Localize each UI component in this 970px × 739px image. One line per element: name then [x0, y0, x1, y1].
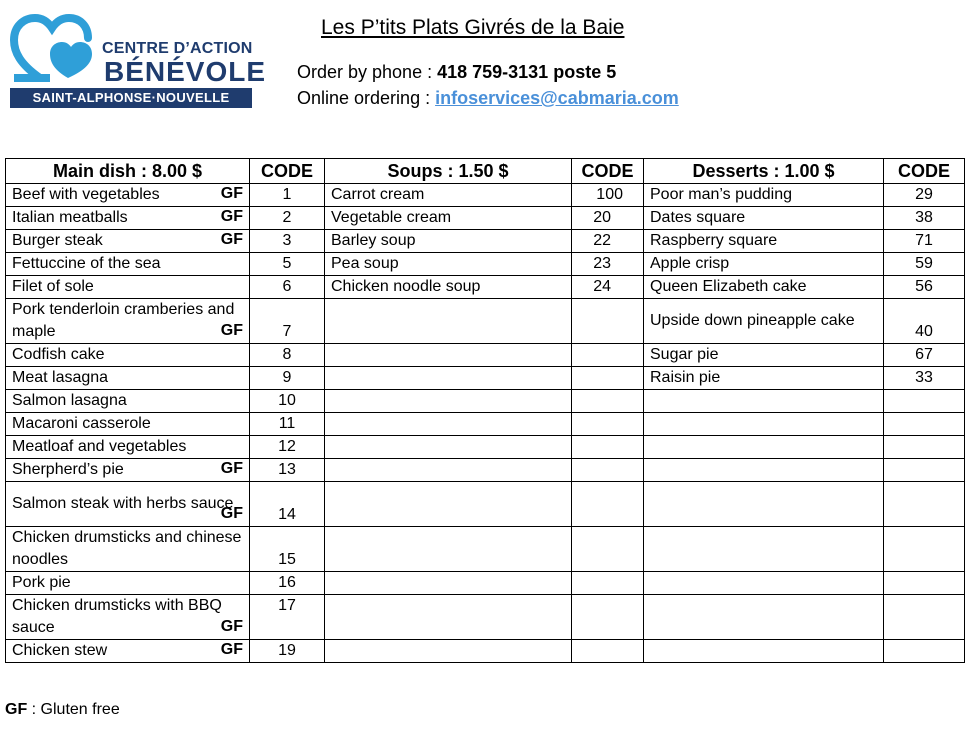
footnote-text: : Gluten free — [27, 701, 120, 718]
empty-cell — [572, 640, 644, 663]
table-row — [6, 184, 965, 207]
empty-cell — [884, 436, 965, 459]
empty-cell — [325, 527, 572, 572]
table-row — [6, 640, 965, 663]
soup-code: 20 — [572, 207, 644, 230]
footnote — [5, 701, 120, 719]
table-row — [6, 413, 965, 436]
soup-code: 22 — [572, 230, 644, 253]
main-dish-name: Italian meatballs GF — [6, 207, 250, 230]
empty-cell — [644, 390, 884, 413]
dessert-name: Raspberry square — [644, 230, 884, 253]
dessert-name: Dates square — [644, 207, 884, 230]
empty-cell — [325, 482, 572, 527]
empty-cell — [644, 640, 884, 663]
empty-cell — [644, 595, 884, 640]
table-row — [6, 595, 965, 640]
soup-code: 100 — [572, 184, 644, 207]
footnote-abbr: GF — [5, 701, 28, 718]
main-dish-name: Pork tenderloin cramberies and maple GF — [6, 299, 250, 344]
empty-cell — [884, 595, 965, 640]
empty-cell — [884, 572, 965, 595]
menu-table — [5, 158, 965, 663]
empty-cell — [644, 527, 884, 572]
empty-cell — [572, 595, 644, 640]
gluten-free-mark: GF — [220, 460, 243, 477]
main-dish-name: Meatloaf and vegetables — [6, 436, 250, 459]
logo-band: SAINT-ALPHONSE·NOUVELLE — [10, 88, 252, 108]
empty-cell — [572, 572, 644, 595]
main-dish-code: 10 — [250, 390, 325, 413]
gluten-free-mark: GF — [220, 618, 243, 635]
empty-cell — [325, 459, 572, 482]
main-dish-code: 15 — [250, 527, 325, 572]
phone-number: 418 759-3131 poste 5 — [437, 62, 617, 82]
desserts-header: Desserts : 1.00 $ — [644, 159, 884, 184]
logo — [10, 12, 267, 108]
table-row — [6, 527, 965, 572]
dessert-code: 59 — [884, 253, 965, 276]
main-dish-code: 1 — [250, 184, 325, 207]
dessert-name: Queen Elizabeth cake — [644, 276, 884, 299]
main-code-header: CODE — [250, 159, 325, 184]
main-dish-name: Chicken drumsticks and chinese noodles — [6, 527, 250, 572]
main-dish-code: 8 — [250, 344, 325, 367]
main-dish-name: Codfish cake — [6, 344, 250, 367]
table-row — [6, 482, 965, 527]
empty-cell — [572, 299, 644, 344]
dessert-name: Apple crisp — [644, 253, 884, 276]
empty-cell — [884, 640, 965, 663]
empty-cell — [325, 413, 572, 436]
table-row — [6, 253, 965, 276]
empty-cell — [572, 459, 644, 482]
empty-cell — [572, 367, 644, 390]
empty-cell — [644, 413, 884, 436]
empty-cell — [325, 390, 572, 413]
table-row — [6, 459, 965, 482]
main-dish-name: Filet of sole — [6, 276, 250, 299]
main-dish-code: 9 — [250, 367, 325, 390]
gluten-free-mark: GF — [220, 208, 243, 225]
empty-cell — [644, 482, 884, 527]
main-dish-code: 17 — [250, 595, 325, 640]
main-dish-name: Macaroni casserole — [6, 413, 250, 436]
empty-cell — [572, 527, 644, 572]
phone-line — [297, 62, 616, 83]
empty-cell — [884, 413, 965, 436]
empty-cell — [325, 344, 572, 367]
dessert-name: Raisin pie — [644, 367, 884, 390]
soups-header: Soups : 1.50 $ — [325, 159, 572, 184]
logo-text-line2: BÉNÉVOLE — [104, 56, 267, 87]
empty-cell — [572, 482, 644, 527]
table-row — [6, 230, 965, 253]
main-dish-code: 3 — [250, 230, 325, 253]
main-dish-name: Pork pie — [6, 572, 250, 595]
empty-cell — [325, 595, 572, 640]
main-dish-code: 7 — [250, 299, 325, 344]
online-label: Online ordering : — [297, 88, 436, 108]
dessert-code: 71 — [884, 230, 965, 253]
main-dish-name: Meat lasagna — [6, 367, 250, 390]
empty-cell — [325, 572, 572, 595]
dessert-code: 38 — [884, 207, 965, 230]
main-dish-name: Fettuccine of the sea — [6, 253, 250, 276]
main-dish-name: Chicken stew GF — [6, 640, 250, 663]
soup-code: 24 — [572, 276, 644, 299]
table-row — [6, 344, 965, 367]
empty-cell — [572, 344, 644, 367]
empty-cell — [325, 299, 572, 344]
table-row — [6, 276, 965, 299]
dessert-code: 56 — [884, 276, 965, 299]
dessert-code: 40 — [884, 299, 965, 344]
soup-code: 23 — [572, 253, 644, 276]
main-dish-name: Salmon steak with herbs sauce GF — [6, 482, 250, 527]
main-dish-code: 16 — [250, 572, 325, 595]
table-row — [6, 299, 965, 344]
table-row — [6, 390, 965, 413]
main-dish-code: 12 — [250, 436, 325, 459]
online-line — [297, 88, 679, 109]
table-row — [6, 367, 965, 390]
empty-cell — [325, 436, 572, 459]
phone-label: Order by phone : — [297, 62, 438, 82]
main-dish-name: Beef with vegetables GF — [6, 184, 250, 207]
soup-name: Barley soup — [325, 230, 572, 253]
main-dish-code: 19 — [250, 640, 325, 663]
empty-cell — [325, 367, 572, 390]
main-dish-code: 11 — [250, 413, 325, 436]
main-dish-code: 5 — [250, 253, 325, 276]
dessert-code: 29 — [884, 184, 965, 207]
dessert-code: 67 — [884, 344, 965, 367]
empty-cell — [572, 436, 644, 459]
email-link[interactable]: infoservices@cabmaria.com — [435, 88, 679, 108]
empty-cell — [572, 390, 644, 413]
dessert-name: Upside down pineapple cake — [644, 299, 884, 344]
empty-cell — [884, 459, 965, 482]
table-row — [6, 436, 965, 459]
main-dish-name: Sherpherd’s pie GF — [6, 459, 250, 482]
empty-cell — [644, 459, 884, 482]
page-title: Les P’tits Plats Givrés de la Baie — [321, 16, 625, 39]
empty-cell — [884, 482, 965, 527]
gluten-free-mark: GF — [220, 641, 243, 658]
soup-name: Carrot cream — [325, 184, 572, 207]
gluten-free-mark: GF — [220, 505, 243, 522]
main-dish-name: Burger steak GF — [6, 230, 250, 253]
empty-cell — [644, 572, 884, 595]
main-dish-code: 14 — [250, 482, 325, 527]
empty-cell — [884, 390, 965, 413]
main-dish-name: Chicken drumsticks with BBQ sauce GF — [6, 595, 250, 640]
main-dish-header: Main dish : 8.00 $ — [6, 159, 250, 184]
table-row — [6, 207, 965, 230]
logo-text-line1: CENTRE D’ACTION — [102, 40, 253, 57]
desserts-code-header: CODE — [884, 159, 965, 184]
soup-name: Pea soup — [325, 253, 572, 276]
dessert-name: Poor man’s pudding — [644, 184, 884, 207]
dessert-code: 33 — [884, 367, 965, 390]
soup-name: Chicken noodle soup — [325, 276, 572, 299]
main-dish-code: 2 — [250, 207, 325, 230]
soups-code-header: CODE — [572, 159, 644, 184]
soup-name: Vegetable cream — [325, 207, 572, 230]
empty-cell — [884, 527, 965, 572]
empty-cell — [572, 413, 644, 436]
empty-cell — [325, 640, 572, 663]
table-row — [6, 572, 965, 595]
dessert-name: Sugar pie — [644, 344, 884, 367]
main-dish-code: 6 — [250, 276, 325, 299]
gluten-free-mark: GF — [220, 185, 243, 202]
main-dish-name: Salmon lasagna — [6, 390, 250, 413]
main-dish-code: 13 — [250, 459, 325, 482]
gluten-free-mark: GF — [220, 231, 243, 248]
table-header-row — [6, 159, 965, 184]
empty-cell — [644, 436, 884, 459]
gluten-free-mark: GF — [220, 322, 243, 339]
two-hearts-logo-icon — [10, 12, 102, 84]
